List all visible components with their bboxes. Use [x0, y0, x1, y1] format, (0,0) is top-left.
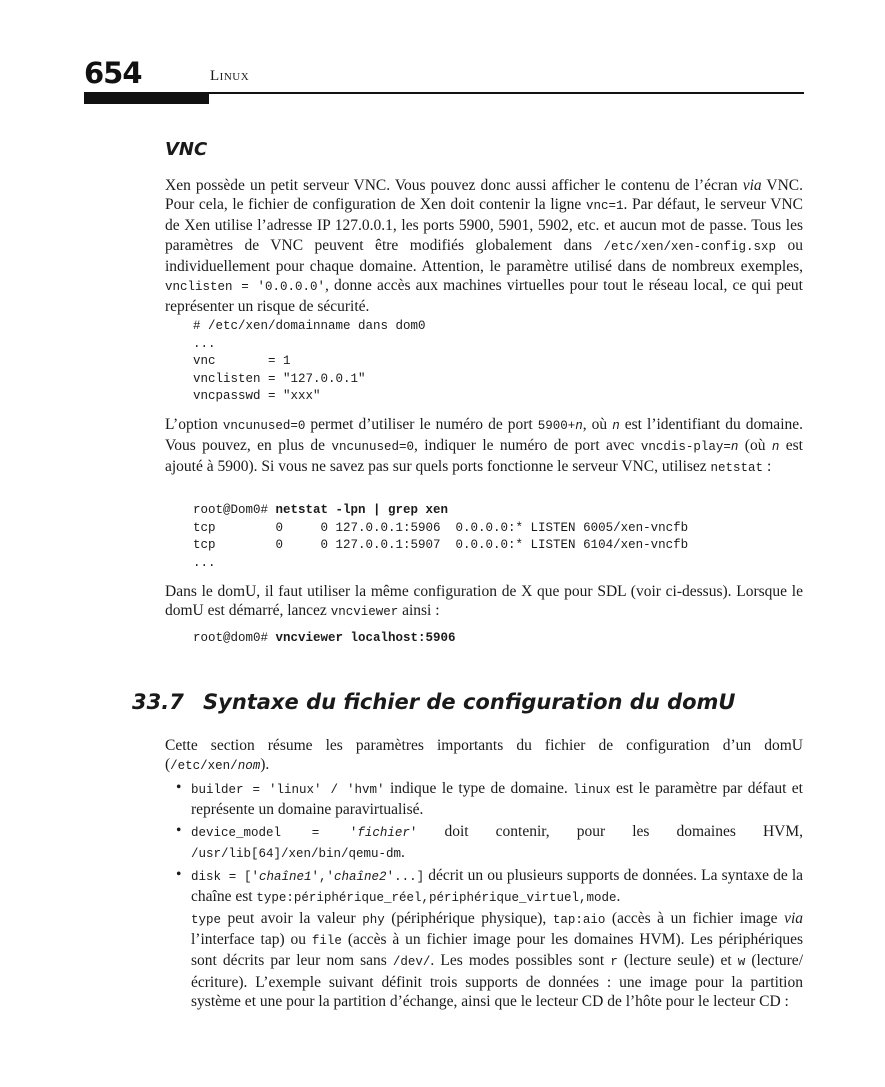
paragraph-section-intro: Cette section résume les paramètres importants du fichier de configuration d’un domU (/etc/xen/nom). — [165, 737, 803, 774]
code-block-vnc-config — [193, 318, 426, 406]
code-line: root@dom0# vncviewer localhost:5906 — [193, 631, 456, 645]
paragraph-vnc-intro: Xen possède un petit serveur VNC. Vous pouvez donc aussi afficher le contenu de l’écran via VNC. Pour cela, le fichier de configuration de Xen doit contenir la ligne vnc=1. Par défaut, le serveur VNC de Xen utilise l’adresse IP 127.0.0.1, les ports 5900, 5901, 5902, etc. et aucun mot de passe. Tous les paramètres de VNC peuvent être modifiés globalement dans /etc/xen/xen-config.sxp ou individuellement pour chaque domaine. Attention, le paramètre utilisé dans de nombreux exemples, vnclisten = '0.0.0.0', donne accès aux machines virtuelles pour tout le réseau local, ce qui peut représenter un risque de sécurité. — [165, 177, 803, 316]
code-line: tcp 0 0 127.0.0.1:5907 0.0.0.0:* LISTEN 6104/xen-vncfb — [193, 538, 689, 553]
section-heading — [132, 690, 735, 714]
page-header — [84, 56, 804, 106]
code-line: tcp 0 0 127.0.0.1:5906 0.0.0.0:* LISTEN 6005/xen-vncfb — [193, 520, 689, 535]
running-title: Linux — [210, 68, 250, 84]
paragraph-disk-details: type peut avoir la valeur phy (périphérique physique), tap:aio (accès à un fichier image via l’interface tap) ou file (accès à un fichier image pour les domaines HVM). Les périphériques sont décrits par leur nom sans /dev/. Les modes possibles sont r (lecture seule) et w (lecture/écriture). L’exemple suivant définit trois supports de données : une image pour la partition système et une pour la partition d’échange, ainsi que le lecteur CD de l’hôte pour le lecteur CD : — [191, 910, 803, 1010]
bullet-marker: • — [176, 866, 182, 883]
bullet-marker: • — [176, 822, 182, 839]
bullet-marker: • — [176, 779, 182, 796]
header-rule-thick — [84, 92, 209, 104]
paragraph-vncunused: L’option vncunused=0 permet d’utiliser le numéro de port 5900+n, où n est l’identifiant du domaine. Vous pouvez, en plus de vncunused=0, indiquer le numéro de port avec vncdis-play=n (où n est ajouté à 5900). Si vous ne savez pas sur quels ports fonctionne le serveur VNC, utilisez netstat : — [165, 416, 803, 476]
list-item-disk: disk = ['chaîne1','chaîne2'...] décrit un ou plusieurs supports de données. La syntaxe de la chaîne est type:périphérique_réel,périphérique_virtuel,mode. — [191, 867, 804, 906]
paragraph-vncviewer: Dans le domU, il faut utiliser la même configuration de X que pour SDL (voir ci-dessus). Lorsque le domU est démarré, lancez vncviewer ainsi : — [165, 583, 803, 620]
code-line: vnc = 1 — [193, 354, 291, 369]
code-line: vncpasswd = "xxx" — [193, 389, 321, 404]
page-number: 654 — [84, 56, 142, 90]
code-line: vnclisten = "127.0.0.1" — [193, 371, 366, 386]
list-item-builder: builder = 'linux' / 'hvm' indique le type de domaine. linux est le paramètre par défaut et représente un domaine paravirtualisé. — [191, 780, 803, 819]
code-block-vncviewer — [193, 630, 456, 648]
code-block-netstat — [193, 502, 688, 572]
list-item-device-model: device_model = 'fichier' doit contenir, pour les domaines HVM, /usr/lib[64]/xen/bin/qemu-dm. — [191, 823, 803, 862]
section-title: Syntaxe du fichier de configuration du domU — [203, 690, 736, 714]
section-number: 33.7 — [132, 690, 184, 714]
code-line: # /etc/xen/domainname dans dom0 — [193, 319, 426, 333]
code-line: root@Dom0# netstat -lpn | grep xen — [193, 503, 449, 517]
code-line: ... — [193, 336, 216, 351]
code-line: ... — [193, 555, 216, 570]
subsection-heading-vnc: VNC — [165, 139, 208, 160]
